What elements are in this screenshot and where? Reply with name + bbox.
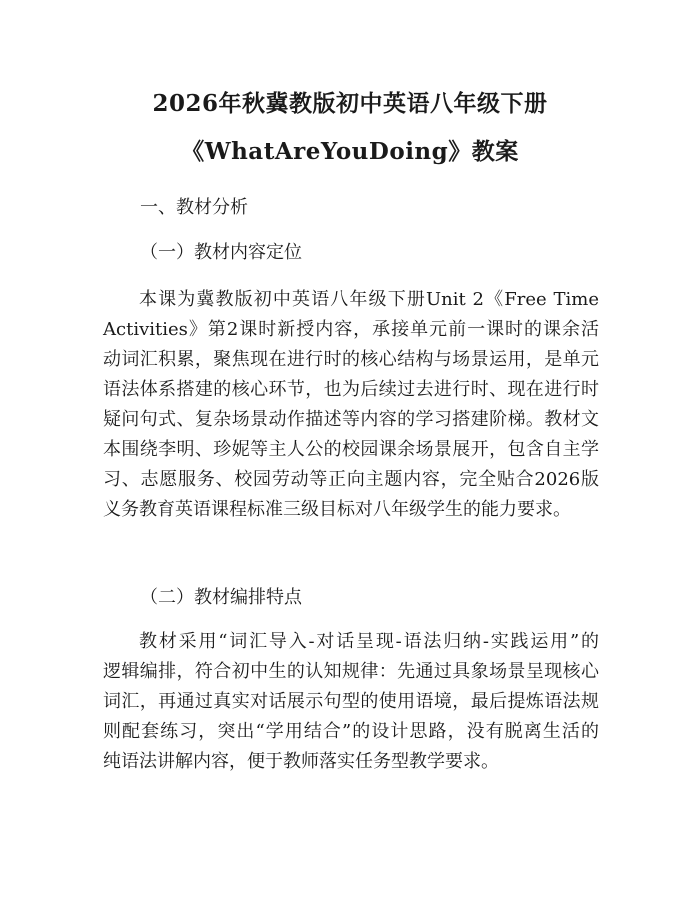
paragraph-line: 纯语法讲解内容，便于教师落实任务型教学要求。 xyxy=(103,751,499,772)
paragraph-line: 词汇，再通过真实对话展示句型的使用语境，最后提炼语法规 xyxy=(103,691,599,712)
paragraph-line: 动词汇积累，聚焦现在进行时的核心结构与场景运用，是单元 xyxy=(103,349,599,370)
paragraph-line: 语法体系搭建的核心环节，也为后续过去进行时、现在进行时 xyxy=(103,379,599,400)
paragraph-line: 本课为冀教版初中英语八年级下册Unit 2《Free Time xyxy=(139,289,599,310)
paragraph-line: 教材采用“词汇导入-对话呈现-语法归纳-实践运用”的 xyxy=(139,631,599,652)
section-heading-textbook-analysis: 一、教材分析 xyxy=(140,197,248,218)
document-title-line-1: 2026年秋冀教版初中英语八年级下册 xyxy=(152,90,548,117)
paragraph-line: 则配套练习，突出“学用结合”的设计思路，没有脱离生活的 xyxy=(103,721,599,742)
paragraph-line: 疑问句式、复杂场景动作描述等内容的学习搭建阶梯。教材文 xyxy=(103,409,599,430)
subsection-heading-content-positioning: （一）教材内容定位 xyxy=(140,242,302,263)
paragraph-line: Activities》第2课时新授内容，承接单元前一课时的课余活 xyxy=(103,319,599,340)
paragraph-line: 习、志愿服务、校园劳动等正向主题内容，完全贴合2026版 xyxy=(103,469,599,490)
paragraph-content-positioning xyxy=(103,285,599,525)
paragraph-line: 本围绕李明、珍妮等主人公的校园课余场景展开，包含自主学 xyxy=(103,439,599,460)
paragraph-arrangement-features xyxy=(103,627,599,777)
paragraph-line: 逻辑编排，符合初中生的认知规律：先通过具象场景呈现核心 xyxy=(103,661,599,682)
subsection-heading-arrangement-features: （二）教材编排特点 xyxy=(140,587,302,608)
paragraph-line: 义务教育英语课程标准三级目标对八年级学生的能力要求。 xyxy=(103,499,571,520)
document-title-line-2: 《WhatAreYouDoing》教案 xyxy=(181,138,519,165)
